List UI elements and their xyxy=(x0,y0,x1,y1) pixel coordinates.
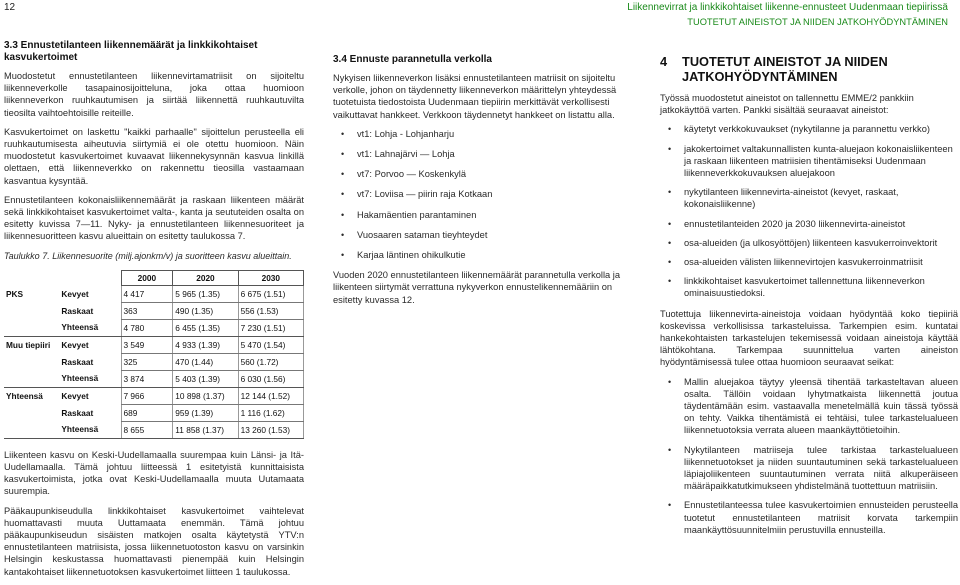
cell-2020: 11 858 (1.37) xyxy=(173,421,238,438)
cell-2020: 959 (1.39) xyxy=(173,404,238,421)
list-item: • Karjaa läntinen ohikulkutie xyxy=(341,250,466,261)
paragraph: Kasvukertoimet on laskettu "kaikki parhaalle" sijoittelun perusteella eli ruuhkautumisesta aiheutuvia siirtymiä ei ole otettu huomioon. Näin muodostetut kasvukertoimet kuvaavat liikennekysynnän kasvua linkillä olettaen, että liikenneverkko on rakennettu tieosilla vastaamaan kasvantua kysyntää. xyxy=(4,126,304,186)
list-item: • Ennustetilanteessa tulee kasvukertoimien ennusteiden perusteella tuotetut ennustetilanteen matriisit korvata tarkempiin maankäyttösuunnitelmiin perustuvilla ennusteilla. xyxy=(668,500,958,535)
list-item: • Hakamäentien parantaminen xyxy=(341,209,477,220)
cell-2030: 12 144 (1.52) xyxy=(238,387,303,404)
table-row xyxy=(4,404,304,421)
row-type-label: Yhteensä xyxy=(59,370,121,387)
cell-2020: 5 965 (1.35) xyxy=(173,285,238,302)
table-header-blank xyxy=(59,270,121,285)
column-left xyxy=(4,40,304,585)
list-item: • ennustetilanteiden 2020 ja 2030 liikennevirta-aineistot xyxy=(668,218,906,229)
cell-2030: 6 030 (1.56) xyxy=(238,370,303,387)
bullet-icon: • xyxy=(668,218,672,229)
cell-2020: 4 933 (1.39) xyxy=(173,336,238,353)
chapter-4-heading: 4 TUOTETUT AINEISTOT JA NIIDEN JATKOHYÖDYNTÄMINEN xyxy=(660,54,888,84)
row-area-label xyxy=(4,404,59,421)
table-row xyxy=(4,285,304,302)
row-type-label: Raskaat xyxy=(61,407,94,418)
column-middle xyxy=(333,54,633,313)
table-header-blank xyxy=(4,270,59,285)
row-area-label xyxy=(4,302,59,319)
cell-2030: 556 (1.53) xyxy=(238,302,303,319)
table-row xyxy=(4,353,304,370)
bullet-icon: • xyxy=(341,209,345,220)
bullet-icon: • xyxy=(668,276,672,287)
bullet-icon: • xyxy=(341,149,345,160)
row-type-label: Kevyet xyxy=(61,288,89,299)
table-header-year: 2030 xyxy=(238,270,303,285)
cell-2000: 8 655 xyxy=(121,421,173,438)
list-item: • linkkikohtaiset kasvukertoimet tallennettuna liikenneverkon ominaisuustiedoksi. xyxy=(668,276,925,299)
cell-2000: 3 549 xyxy=(121,336,173,353)
row-area-label xyxy=(4,319,59,336)
table-row xyxy=(4,302,304,319)
list-item: • Mallin aluejakoa täytyy yleensä tihentää tarkasteltavan alueen osalta. Tällöin voidaan lyhytmatkaista liikennettä joutua täydentämään esim. vastaavalla menetelmällä kuin tässä työssä on tehty. Vaikka tihentämistä ei tehtäisi, tulee tarkastelualueen liikennetuotoksia verrata alueen maankäyttötietoihin. xyxy=(668,376,958,436)
list-item: • Nykytilanteen matriiseja tulee tarkistaa tarkastelualueen liikennetuotokset ja niiden suuntautuminen sekä tarkastelualueen läpiajoliikenteen suuntautuminen verrata niitä alkuperäiseen määräpaikkatutkimukseen yhdistelmänä tuottettuun matriisiin. xyxy=(668,444,958,492)
list-item: • osa-alueiden (ja ulkosyöttöjen) liikenteen kasvukerroinvektorit xyxy=(668,237,938,248)
cell-2030: 5 470 (1.54) xyxy=(238,336,303,353)
cell-2020: 10 898 (1.37) xyxy=(173,387,238,404)
cell-2020: 490 (1.35) xyxy=(173,302,238,319)
section-title: TUOTETUT AINEISTOT JA NIIDEN JATKOHYÖDYNTÄMINEN xyxy=(687,17,948,27)
table-row xyxy=(4,370,304,387)
paragraph: Vuoden 2020 ennustetilanteen liikennemäärät parannetulla verkolla ja liikenteen siirtymät verrattuna nykyverkon ennustelikennemääriin on esitetty kuvassa 12. xyxy=(333,270,621,305)
cell-2030: 560 (1.72) xyxy=(238,353,303,370)
cell-2020: 6 455 (1.35) xyxy=(173,319,238,336)
table-header-year: 2020 xyxy=(173,270,238,285)
bullet-icon: • xyxy=(668,257,672,268)
bullet-icon: • xyxy=(668,124,672,135)
table-header-year: 2000 xyxy=(121,270,173,285)
bullet-icon: • xyxy=(668,187,672,198)
cell-2030: 13 260 (1.53) xyxy=(238,421,303,438)
list-item: • Vuosaaren sataman tieyhteydet xyxy=(341,229,488,240)
bullet-icon: • xyxy=(341,229,345,240)
paragraph: Pääkaupunkiseudulla linkkikohtaiset kasvukertoimet vaihtelevat huomattavasti muuta Uuttamaata enemmän. Tämä johtuu pääkaupunkiseudun sisäisten matkojen osalta käytetystä YTV:n ennustetilanteen matriisista, jossa liikennetuotoston kasvu on varsinkin Helsingin keskustassa huomattavasti pienempää kuin Helsingin kantakohtaiset liikennetuotoksen kasvukertoimet liitteen 1 taulukossa. xyxy=(4,505,304,577)
bullet-icon: • xyxy=(341,250,345,261)
paragraph: Liikenteen kasvu on Keski-Uudellamaalla suurempaa kuin Länsi- ja Itä-Uudellamaalla. Tämä johtuu liitteessä 1 esitetyistä kunnittaisista kasvukertoimista, jotka ovat Keski-Uudellamaalla muuta Uutamaata suurempia. xyxy=(4,449,304,497)
row-type-label: Kevyet xyxy=(61,339,89,350)
section-3-4-heading: 3.4 Ennuste parannetulla verkolla xyxy=(333,54,492,65)
cell-2000: 363 xyxy=(121,302,173,319)
dataset-list xyxy=(660,123,958,299)
cell-2000: 7 966 xyxy=(121,387,173,404)
bullet-icon: • xyxy=(341,169,345,180)
row-type-label: Yhteensä xyxy=(59,421,121,438)
cell-2000: 4 780 xyxy=(121,319,173,336)
list-item: • jakokertoimet valtakunnallisten kunta-aluejaon kokonaisliikenteen ja raskaan liikenteen matriisien tihentämiseksi Uudenmaan liikenneverkkokuvauksen aluejakoon xyxy=(668,143,953,179)
row-area-label: Yhteensä xyxy=(6,390,43,401)
list-item: • vt7: Loviisa — piirin raja Kotkaan xyxy=(341,189,493,200)
table-row xyxy=(4,319,304,336)
bullet-icon: • xyxy=(668,500,672,511)
column-right xyxy=(660,54,958,544)
paragraph: Tuotettuja liikennevirta-aineistoja voidaan hyödyntää koko tiepiiriä koskevissa verkollisissa tarkasteluissa. Tarkempien esim. kuntatai hankekohtaisten tarkastelujen tekemisessä voidaan aineistoja käyttää lähtökohtana. Tarkempaa suunnittelua varten aineiston hyödyntämisessä tulee ottaa huomioon seuraavat seikat: xyxy=(660,308,958,368)
bullet-icon: • xyxy=(668,444,672,455)
bullet-icon: • xyxy=(341,189,345,200)
row-type-label: Raskaat xyxy=(61,356,94,367)
paragraph: Työssä muodostetut aineistot on tallennettu EMME/2 pankkiin jatkokäyttöä varten. Pankki sisältää seuraavat aineistot: xyxy=(660,93,914,116)
table-caption: Taulukko 7. Liikennesuorite (milj.ajonkm/v) ja suoritteen kasvu alueittain. xyxy=(4,250,292,261)
table-row xyxy=(4,421,304,438)
cell-2000: 689 xyxy=(121,404,173,421)
bullet-icon: • xyxy=(668,237,672,248)
cell-2030: 7 230 (1.51) xyxy=(238,319,303,336)
row-area-label: Muu tiepiiri xyxy=(6,339,51,350)
row-area-label xyxy=(4,370,59,387)
list-item: • vt1: Lahnajärvi — Lohja xyxy=(341,149,455,160)
list-item: • käytetyt verkkokuvaukset (nykytilanne ja parannettu verkko) xyxy=(668,124,930,135)
row-area-label xyxy=(4,421,59,438)
row-area-label: PKS xyxy=(6,288,24,299)
cell-2000: 3 874 xyxy=(121,370,173,387)
table-7 xyxy=(4,270,304,439)
cell-2000: 4 417 xyxy=(121,285,173,302)
cell-2030: 1 116 (1.62) xyxy=(238,404,303,421)
page-number: 12 xyxy=(4,2,16,13)
list-item: • vt1: Lohja - Lohjanharju xyxy=(341,128,455,139)
row-area-label xyxy=(4,353,59,370)
paragraph: Ennustetilanteen kokonaisliikennemäärät ja raskaan liikenteen määrät sekä linkkikohtaiset kasvukertoimet valta-, kanta ja seututeiden osalta on esitetty kuvissa 7—11. Nyky- ja ennustetilanteen liikennesuoriteet ja liikennesuoritteen kasvu alueittain on esitetty taulukossa 7. xyxy=(4,194,304,242)
table-row xyxy=(4,336,304,353)
row-type-label: Yhteensä xyxy=(59,319,121,336)
list-item: • nykytilanteen liikennevirta-aineistot (kevyet, raskaat, kokonaisliikenne) xyxy=(668,187,899,210)
table-row xyxy=(4,387,304,404)
row-type-label: Kevyet xyxy=(61,390,89,401)
bullet-icon: • xyxy=(668,143,672,154)
project-list xyxy=(333,128,633,261)
notes-list xyxy=(660,376,958,536)
cell-2020: 470 (1.44) xyxy=(173,353,238,370)
cell-2000: 325 xyxy=(121,353,173,370)
bullet-icon: • xyxy=(341,128,345,139)
row-type-label: Raskaat xyxy=(61,305,94,316)
list-item: • vt7: Porvoo — Koskenkylä xyxy=(341,169,467,180)
list-item: • osa-alueiden välisten liikennevirtojen kasvukerroinmatriisit xyxy=(668,257,923,268)
document-title: Liikennevirrat ja linkkikohtaiset liikenne-ennusteet Uudenmaan tiepiirissä xyxy=(627,2,948,13)
bullet-icon: • xyxy=(668,376,672,387)
section-3-3-heading: 3.3 Ennustetilanteen liikennemäärät ja linkkikohtaiset kasvukertoimet xyxy=(4,40,258,63)
paragraph: Muodostetut ennustetilanteen liikennevirtamatriisit on sijoiteltu liikenneverkolle tasapainosijoitteluna, joka ottaa huomioon liikenneverkon ruuhkautumisen ja siirtää liikennettä ruuhkautuvilta tieosilta vaihtoehtoisille reiteille. xyxy=(4,71,304,118)
cell-2030: 6 675 (1.51) xyxy=(238,285,303,302)
cell-2020: 5 403 (1.39) xyxy=(173,370,238,387)
paragraph: Nykyisen liikenneverkon lisäksi ennustetilanteen matriisit on sijoiteltu verkolle, johon on täydennetty liikenneverkon määrittelyn yhteydessä tuotetuista tiedostoista Uudenmaan tiepiirin merkittävät verkollisesti vaikuttavat hankkeet. Verkkoon täydennetyt hankkeet on listattu alla. xyxy=(333,73,617,120)
